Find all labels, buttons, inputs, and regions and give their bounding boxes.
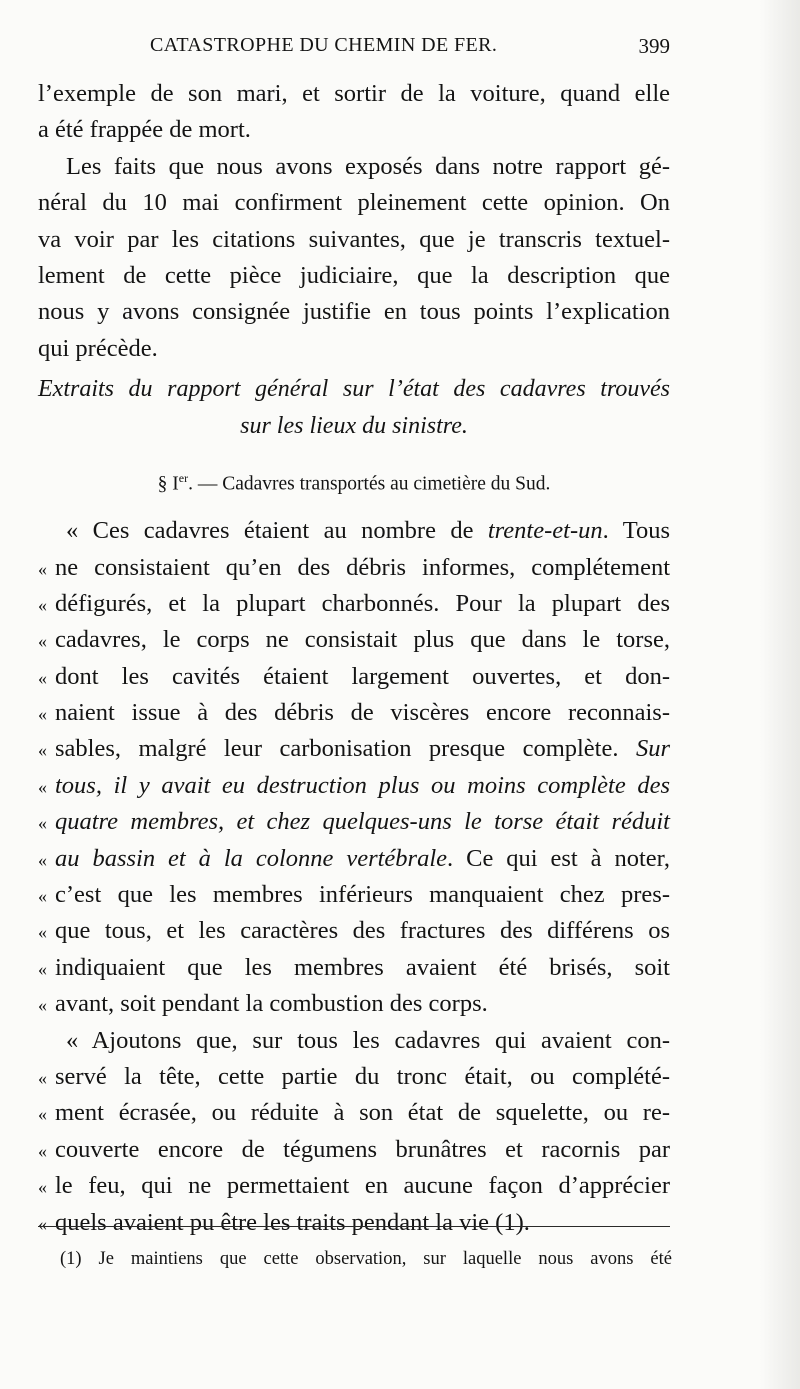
quote-text: défigurés, et la plupart charbonnés. Pour la plupart des xyxy=(55,589,670,617)
quote-mark: « xyxy=(38,1067,47,1088)
section-heading xyxy=(38,465,670,495)
quote-mark: « xyxy=(38,1104,47,1125)
footnote-divider xyxy=(38,1226,670,1227)
quote-mark: « xyxy=(38,813,47,834)
quote-text: que tous, et les caractères des fractures des différens os xyxy=(55,917,670,945)
quote-mark: « xyxy=(38,667,47,688)
quote-line xyxy=(38,986,670,1022)
quote-line xyxy=(38,695,670,731)
quote-line xyxy=(38,622,670,658)
quote-line xyxy=(38,731,670,767)
quote-line xyxy=(38,877,670,913)
quote-emphasis: Sur xyxy=(635,735,670,763)
section-marker: § I xyxy=(157,473,179,495)
paragraph xyxy=(38,149,670,367)
extract-title-line: sur les lieux du sinistre. xyxy=(240,413,468,440)
quote-paragraph xyxy=(38,1023,670,1241)
quote-mark: « xyxy=(38,594,47,615)
quote-text: ment écrasée, ou réduite à son état de squelette, ou re- xyxy=(55,1099,670,1127)
quote-mark: « xyxy=(38,1213,47,1234)
quote-mark: « xyxy=(38,958,47,979)
quote-mark: « xyxy=(38,1177,47,1198)
quote-line xyxy=(38,1132,670,1168)
quote-line xyxy=(38,1205,670,1241)
quote-line xyxy=(38,586,670,622)
page-header xyxy=(150,34,670,74)
quote-text: avant, soit pendant la combustion des corps. xyxy=(55,990,488,1018)
quote-text: naient issue à des débris de viscères encore reconnais- xyxy=(55,699,670,727)
quote-mark: « xyxy=(38,922,47,943)
text-line: l’exemple de son mari, et sortir de la voiture, quand elle xyxy=(38,80,670,107)
quote-text: . Ce qui est à noter, xyxy=(447,844,670,872)
page-body xyxy=(38,76,670,1241)
quote-text: quels avaient pu être les traits pendant la vie (1). xyxy=(55,1208,530,1236)
quote-text: cadavres, le corps ne consistait plus que dans le torse, xyxy=(55,626,670,654)
quote-line xyxy=(38,1059,670,1095)
quote-line xyxy=(38,513,670,549)
text-line: qui précède. xyxy=(38,334,158,362)
text-line: nous y avons consignée justifie en tous points l’explication xyxy=(38,298,670,326)
section-title: . — Cadavres transportés au cimetière du Sud. xyxy=(188,473,551,495)
quote-line xyxy=(38,1095,670,1131)
quote-line xyxy=(38,913,670,949)
quote-emphasis: au bassin et à la colonne vertébrale xyxy=(55,844,448,872)
footnote: (1) Je maintiens que cette observation, sur laquelle nous avons été xyxy=(60,1249,672,1269)
quote-mark: « xyxy=(38,631,47,652)
quote-mark: « xyxy=(38,1140,47,1161)
text-line: Les faits que nous avons exposés dans notre rapport gé- xyxy=(66,152,670,180)
quote-emphasis: trente-et-un xyxy=(487,517,603,545)
quote-mark: « xyxy=(38,740,47,761)
quote-line xyxy=(38,950,670,986)
quote-line xyxy=(38,768,670,804)
quote-emphasis: tous, il y avait eu destruction plus ou moins complète des xyxy=(55,771,670,799)
extract-title xyxy=(38,371,670,445)
quote-mark: « xyxy=(38,995,47,1016)
quote-text: . Tous xyxy=(602,517,670,545)
paragraph xyxy=(38,76,670,149)
quote-text: indiquaient que les membres avaient été brisés, soit xyxy=(55,953,670,981)
quote-emphasis: quatre membres, et chez quelques-uns le torse était réduit xyxy=(55,808,670,836)
quote-line xyxy=(38,659,670,695)
quote-text: « Ces cadavres étaient au nombre de xyxy=(66,517,488,545)
quote-text: dont les cavités étaient largement ouvertes, et don- xyxy=(55,662,670,690)
quote-text: couverte encore de tégumens brunâtres et racornis par xyxy=(55,1135,670,1163)
quote-line xyxy=(38,841,670,877)
quote-mark: « xyxy=(38,776,47,797)
extract-title-line: Extraits du rapport général sur l’état des cadavres trouvés xyxy=(38,376,670,403)
quote-text: c’est que les membres inférieurs manquaient chez pres- xyxy=(55,881,670,909)
quote-text: servé la tête, cette partie du tronc était, ou complété- xyxy=(55,1062,670,1090)
quote-mark: « xyxy=(38,558,47,579)
quote-mark: « xyxy=(38,886,47,907)
quote-text: ne consistaient qu’en des débris informes, complétement xyxy=(55,553,670,581)
section-superscript: er xyxy=(178,471,189,486)
running-title: CATASTROPHE DU CHEMIN DE FER. xyxy=(150,34,498,56)
quote-line xyxy=(38,804,670,840)
quote-line xyxy=(38,550,670,586)
text-line: va voir par les citations suivantes, que je transcris textuel- xyxy=(38,225,670,253)
quote-text: le feu, qui ne permettaient en aucune façon d’apprécier xyxy=(55,1172,670,1200)
quote-mark: « xyxy=(38,849,47,870)
quote-line: « Ajoutons que, sur tous les cadavres qui avaient con- xyxy=(66,1026,670,1054)
quote-mark: « xyxy=(38,704,47,725)
quote-paragraph xyxy=(38,513,670,1022)
text-line: a été frappée de mort. xyxy=(38,116,251,144)
text-line: lement de cette pièce judiciaire, que la description que xyxy=(38,261,670,289)
text-line: néral du 10 mai confirment pleinement cette opinion. On xyxy=(38,189,670,217)
quote-text: sables, malgré leur carbonisation presque complète. xyxy=(55,735,636,763)
page-number: 399 xyxy=(638,34,670,58)
quote-line xyxy=(38,1168,670,1204)
